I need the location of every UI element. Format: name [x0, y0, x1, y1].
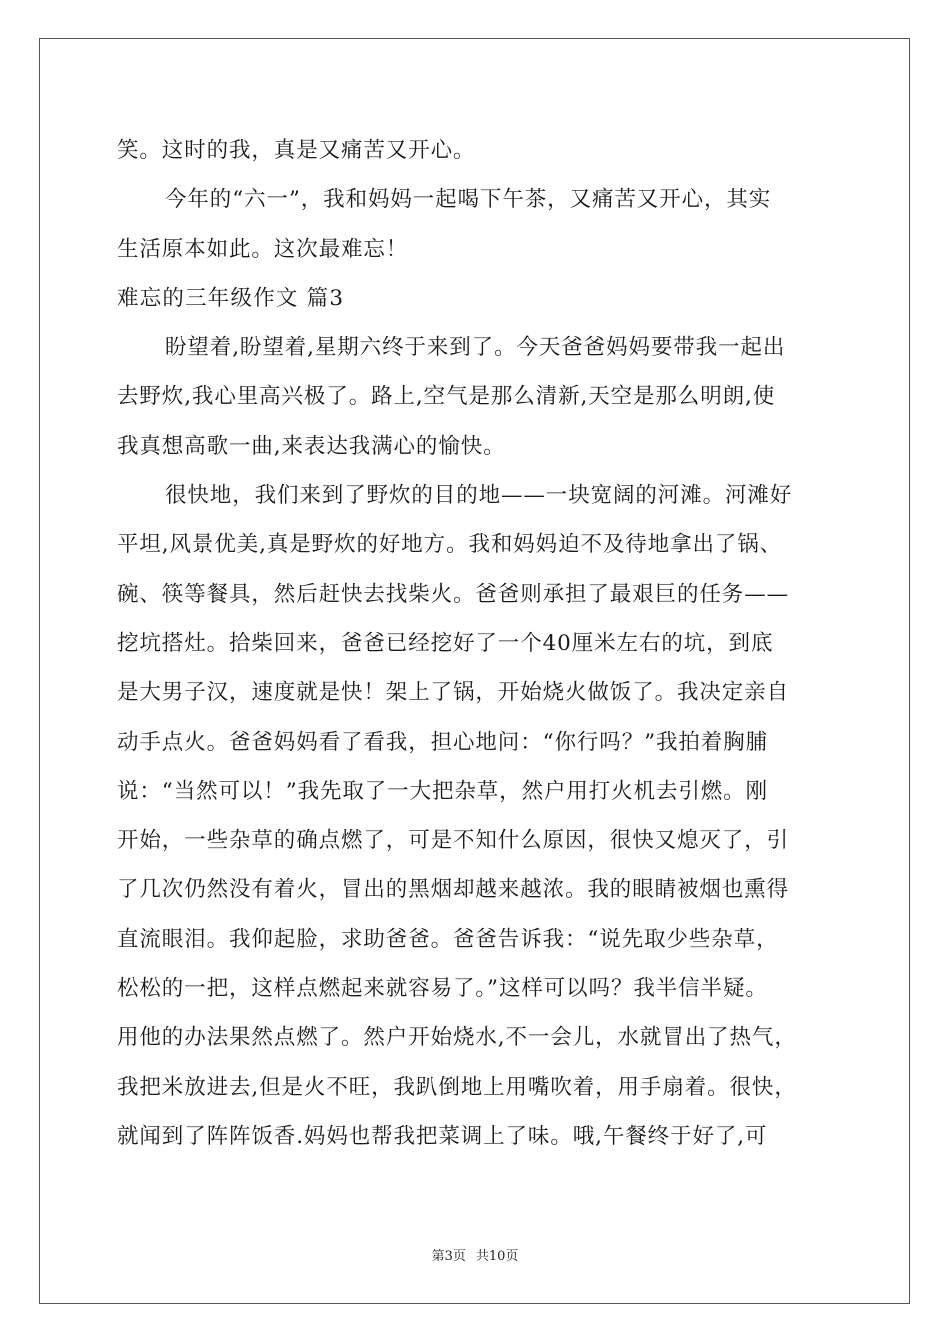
text-line: 松松的一把，这样点燃起来就容易了。”这样可以吗？我半信半疑。: [117, 976, 768, 1002]
text-line: 直流眼泪。我仰起脸，求助爸爸。爸爸告诉我：“说先取少些杂草，: [117, 926, 779, 952]
text-line: 平坦,风景优美,真是野炊的好地方。我和妈妈迫不及待地拿出了锅、: [117, 532, 783, 558]
text-line: 我真想高歌一曲,来表达我满心的愉快。: [117, 433, 506, 459]
text-line: 了几次仍然没有着火，冒出的黑烟却越来越浓。我的眼睛被烟也熏得: [117, 877, 790, 903]
document-body: [117, 126, 835, 1161]
text-line: 动手点火。爸爸妈妈看了看我，担心地问：“你行吗？”我拍着胸脯: [117, 729, 768, 755]
page-total: 共10页: [475, 1249, 519, 1264]
text-line: 很快地，我们来到了野炊的目的地——一块宽阔的河滩。河滩好: [165, 483, 793, 509]
text-line: 今年的“六一”，我和妈妈一起喝下午茶，又痛苦又开心，其实: [165, 187, 772, 213]
text-line: 开始，一些杂草的确点燃了，可是不知什么原因，很快又熄灭了，引: [117, 828, 790, 854]
text-line: 是大男子汉，速度就是快！架上了锅，开始烧火做饭了。我决定亲自: [117, 680, 790, 706]
text-line: 去野炊,我心里高兴极了。路上,空气是那么清新,天空是那么明朗,使: [117, 384, 776, 410]
text-line: 说：“当然可以！”我先取了一大把杂草，然户用打火机去引燃。刚: [117, 778, 768, 804]
text-line: 碗、筷等餐具，然后赶快去找柴火。爸爸则承担了最艰巨的任务——: [117, 581, 790, 607]
text-line: 用他的办法果然点燃了。然户开始烧水,不一会儿，水就冒出了热气，: [117, 1025, 797, 1051]
text-line: 盼望着,盼望着,星期六终于来到了。今天爸爸妈妈要带我一起出: [165, 335, 786, 361]
text-line: 我把米放进去,但是火不旺，我趴倒地上用嘴吹着，用手扇着。很快，: [117, 1074, 797, 1100]
page-number: 第3页: [431, 1249, 466, 1264]
text-line: 生活原本如此。这次最难忘！: [117, 236, 409, 262]
text-line: 就闻到了阵阵饭香.妈妈也帮我把菜调上了味。哦,午餐终于好了,可: [117, 1123, 768, 1149]
text-line: 挖坑搭灶。拾柴回来，爸爸已经挖好了一个40厘米左右的坑，到底: [117, 630, 774, 656]
page-footer: [0, 1248, 950, 1266]
text-line: 笑。这时的我，真是又痛苦又开心。: [117, 138, 476, 163]
section-heading: 难忘的三年级作文 篇3: [117, 285, 345, 311]
